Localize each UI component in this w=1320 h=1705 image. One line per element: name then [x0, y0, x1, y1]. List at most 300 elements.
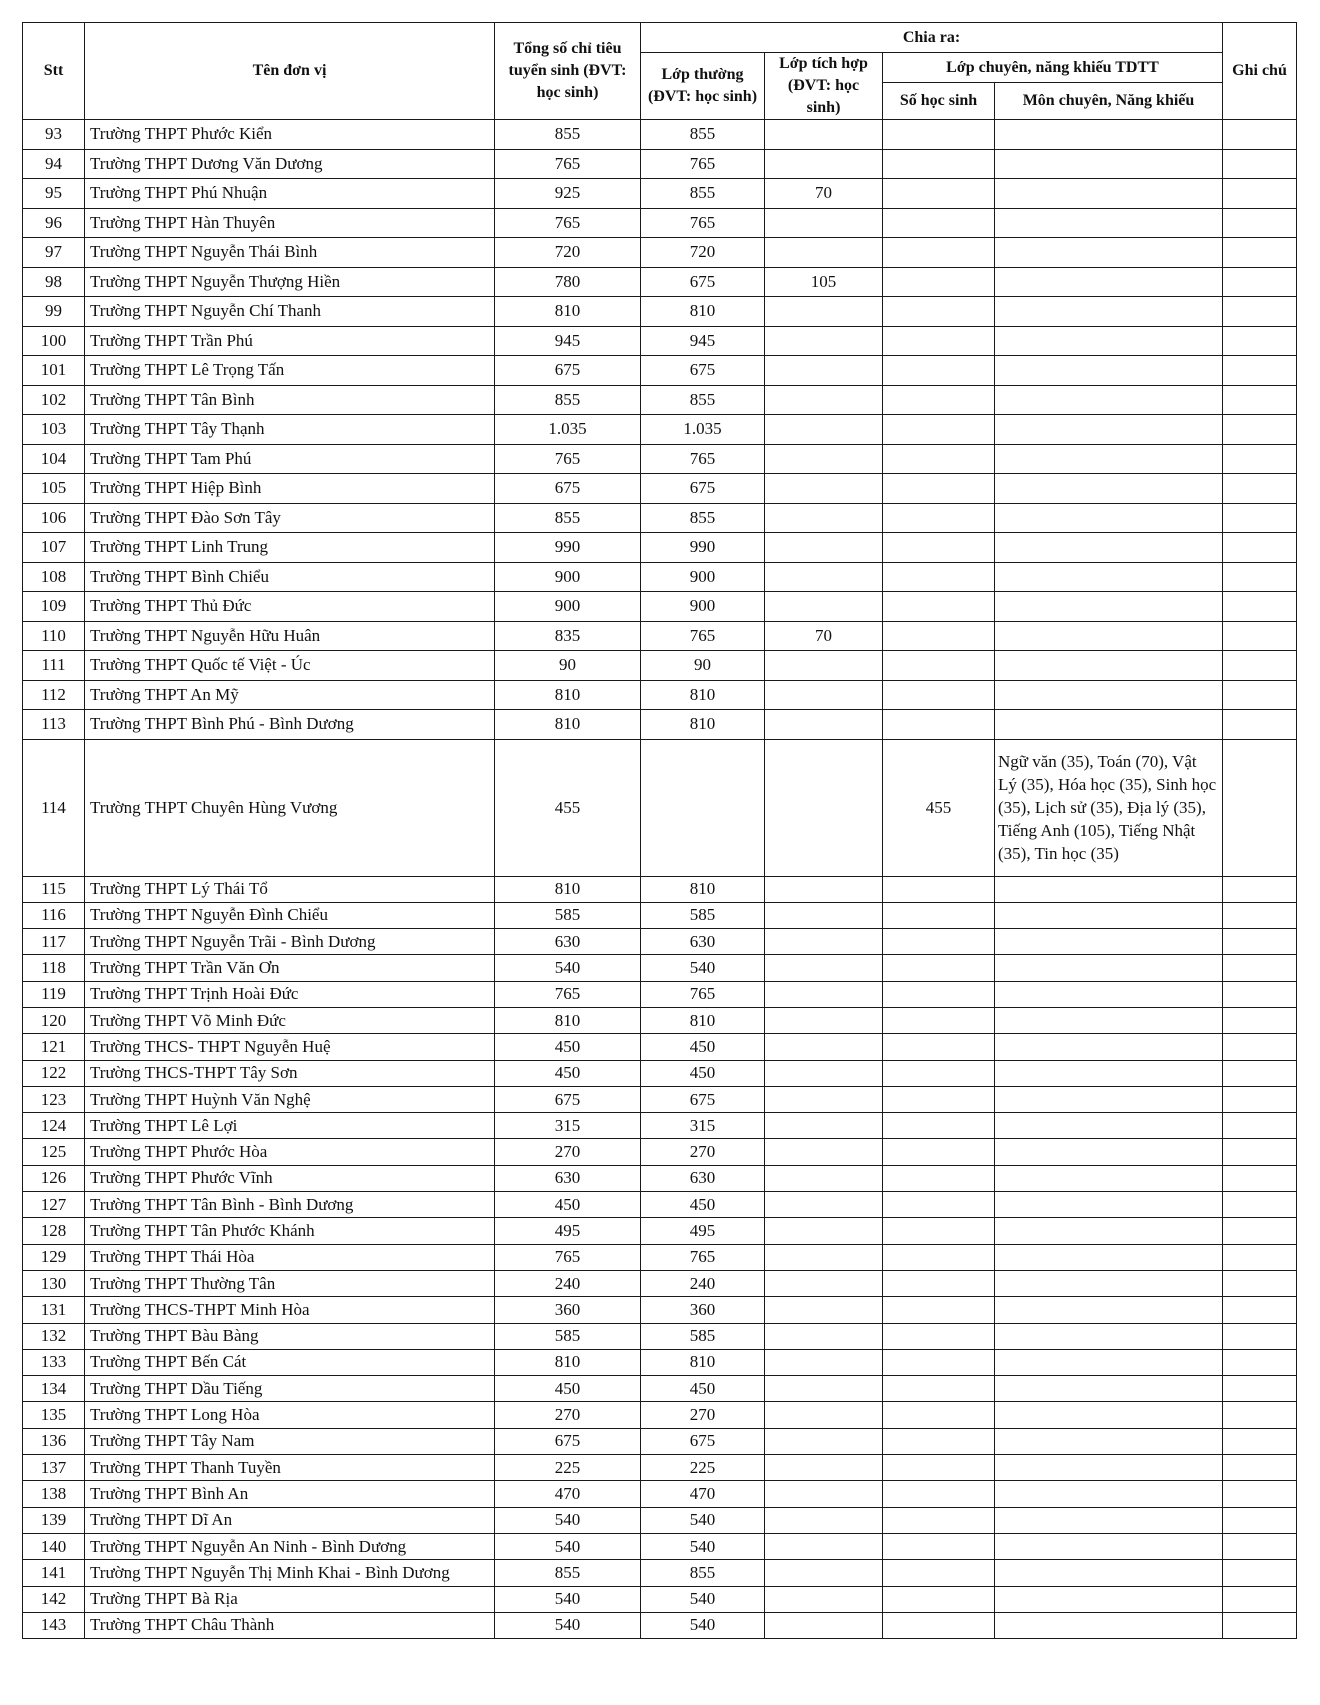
- row-unit-name: Trường THPT Bàu Bàng: [85, 1323, 495, 1349]
- row-stt: 134: [23, 1376, 85, 1402]
- row-stt: 94: [23, 149, 85, 179]
- row-gifted-students: [883, 929, 995, 955]
- row-gifted-subjects: [995, 1244, 1223, 1270]
- table-row: [23, 208, 1297, 238]
- row-total-quota: 495: [495, 1218, 641, 1244]
- row-stt: 105: [23, 474, 85, 504]
- table-row: [23, 1060, 1297, 1086]
- header-stt: Stt: [23, 23, 85, 120]
- row-stt: 137: [23, 1455, 85, 1481]
- row-stt: 118: [23, 955, 85, 981]
- row-note: [1223, 876, 1297, 902]
- row-regular-count: 900: [641, 562, 765, 592]
- row-gifted-subjects: [995, 326, 1223, 356]
- table-row: [23, 981, 1297, 1007]
- row-unit-name: Trường THPT An Mỹ: [85, 680, 495, 710]
- row-note: [1223, 1034, 1297, 1060]
- row-regular-count: 855: [641, 503, 765, 533]
- row-note: [1223, 1139, 1297, 1165]
- row-note: [1223, 902, 1297, 928]
- table-row: [23, 474, 1297, 504]
- row-regular-count: 765: [641, 1244, 765, 1270]
- row-unit-name: Trường THPT Châu Thành: [85, 1612, 495, 1638]
- row-regular-count: 765: [641, 621, 765, 651]
- row-regular-count: 720: [641, 238, 765, 268]
- row-unit-name: Trường THPT Thanh Tuyền: [85, 1455, 495, 1481]
- row-unit-name: Trường THPT Phước Vĩnh: [85, 1165, 495, 1191]
- row-gifted-subjects: [995, 1533, 1223, 1559]
- row-stt: 135: [23, 1402, 85, 1428]
- row-total-quota: 765: [495, 149, 641, 179]
- row-integrated-count: [765, 326, 883, 356]
- row-stt: 133: [23, 1349, 85, 1375]
- row-regular-count: 855: [641, 120, 765, 150]
- row-stt: 123: [23, 1086, 85, 1112]
- row-unit-name: Trường THPT Bình Phú - Bình Dương: [85, 710, 495, 740]
- row-gifted-students: [883, 981, 995, 1007]
- row-regular-count: 470: [641, 1481, 765, 1507]
- row-total-quota: 90: [495, 651, 641, 681]
- row-integrated-count: [765, 1113, 883, 1139]
- row-integrated-count: [765, 120, 883, 150]
- row-integrated-count: [765, 297, 883, 327]
- table-row: [23, 1402, 1297, 1428]
- row-total-quota: 810: [495, 297, 641, 327]
- row-total-quota: 765: [495, 444, 641, 474]
- row-stt: 99: [23, 297, 85, 327]
- enrollment-quota-table: [22, 22, 1297, 1639]
- row-integrated-count: [765, 1586, 883, 1612]
- table-row: [23, 680, 1297, 710]
- row-stt: 106: [23, 503, 85, 533]
- row-total-quota: 240: [495, 1270, 641, 1296]
- table-row: [23, 1612, 1297, 1638]
- row-note: [1223, 1007, 1297, 1033]
- row-stt: 136: [23, 1428, 85, 1454]
- table-row: [23, 929, 1297, 955]
- row-stt: 95: [23, 179, 85, 209]
- row-unit-name: Trường THPT Long Hòa: [85, 1402, 495, 1428]
- row-note: [1223, 1612, 1297, 1638]
- row-gifted-students: 455: [883, 739, 995, 876]
- row-gifted-subjects: [995, 385, 1223, 415]
- row-gifted-students: [883, 356, 995, 386]
- row-regular-count: 90: [641, 651, 765, 681]
- row-stt: 115: [23, 876, 85, 902]
- table-row: [23, 533, 1297, 563]
- row-gifted-subjects: [995, 1428, 1223, 1454]
- row-regular-count: 270: [641, 1139, 765, 1165]
- row-note: [1223, 1244, 1297, 1270]
- row-note: [1223, 680, 1297, 710]
- table-row: [23, 1349, 1297, 1375]
- row-stt: 97: [23, 238, 85, 268]
- row-integrated-count: [765, 1428, 883, 1454]
- row-gifted-students: [883, 297, 995, 327]
- row-stt: 132: [23, 1323, 85, 1349]
- row-total-quota: 810: [495, 710, 641, 740]
- header-total-quota: Tổng số chỉ tiêu tuyển sinh (ĐVT: học sinh): [495, 23, 641, 120]
- row-gifted-students: [883, 1533, 995, 1559]
- row-stt: 109: [23, 592, 85, 622]
- row-gifted-students: [883, 1086, 995, 1112]
- row-total-quota: 270: [495, 1402, 641, 1428]
- row-gifted-students: [883, 621, 995, 651]
- row-note: [1223, 1113, 1297, 1139]
- row-regular-count: 945: [641, 326, 765, 356]
- row-stt: 141: [23, 1560, 85, 1586]
- row-gifted-students: [883, 1113, 995, 1139]
- row-total-quota: 450: [495, 1192, 641, 1218]
- row-gifted-subjects: [995, 179, 1223, 209]
- row-note: [1223, 385, 1297, 415]
- row-regular-count: 540: [641, 1586, 765, 1612]
- row-unit-name: Trường THPT Dương Văn Dương: [85, 149, 495, 179]
- row-total-quota: 810: [495, 1349, 641, 1375]
- row-gifted-students: [883, 474, 995, 504]
- row-note: [1223, 651, 1297, 681]
- row-regular-count: 765: [641, 149, 765, 179]
- row-total-quota: 675: [495, 474, 641, 504]
- row-total-quota: 810: [495, 1007, 641, 1033]
- row-note: [1223, 149, 1297, 179]
- row-gifted-subjects: [995, 562, 1223, 592]
- table-row: [23, 902, 1297, 928]
- row-total-quota: 855: [495, 1560, 641, 1586]
- table-row: [23, 1034, 1297, 1060]
- row-gifted-subjects: [995, 444, 1223, 474]
- row-integrated-count: [765, 651, 883, 681]
- row-total-quota: 900: [495, 562, 641, 592]
- row-note: [1223, 1270, 1297, 1296]
- row-regular-count: 240: [641, 1270, 765, 1296]
- row-integrated-count: [765, 533, 883, 563]
- row-gifted-students: [883, 955, 995, 981]
- row-note: [1223, 1192, 1297, 1218]
- row-unit-name: Trường THCS-THPT Tây Sơn: [85, 1060, 495, 1086]
- row-regular-count: 900: [641, 592, 765, 622]
- row-total-quota: 990: [495, 533, 641, 563]
- row-stt: 124: [23, 1113, 85, 1139]
- row-gifted-students: [883, 326, 995, 356]
- row-integrated-count: [765, 680, 883, 710]
- row-stt: 117: [23, 929, 85, 955]
- row-note: [1223, 1349, 1297, 1375]
- row-regular-count: 810: [641, 680, 765, 710]
- row-gifted-students: [883, 149, 995, 179]
- row-regular-count: 855: [641, 385, 765, 415]
- row-stt: 125: [23, 1139, 85, 1165]
- row-stt: 107: [23, 533, 85, 563]
- row-gifted-students: [883, 1165, 995, 1191]
- row-stt: 130: [23, 1270, 85, 1296]
- row-regular-count: 225: [641, 1455, 765, 1481]
- row-integrated-count: [765, 710, 883, 740]
- row-gifted-students: [883, 179, 995, 209]
- table-row: [23, 444, 1297, 474]
- row-regular-count: 450: [641, 1034, 765, 1060]
- row-unit-name: Trường THPT Tân Phước Khánh: [85, 1218, 495, 1244]
- row-gifted-subjects: [995, 208, 1223, 238]
- row-stt: 96: [23, 208, 85, 238]
- row-gifted-subjects: [995, 415, 1223, 445]
- row-regular-count: 810: [641, 710, 765, 740]
- row-note: [1223, 326, 1297, 356]
- table-row: [23, 1218, 1297, 1244]
- row-unit-name: Trường THPT Phước Hòa: [85, 1139, 495, 1165]
- row-stt: 128: [23, 1218, 85, 1244]
- row-note: [1223, 1402, 1297, 1428]
- table-row: [23, 149, 1297, 179]
- row-note: [1223, 1428, 1297, 1454]
- row-gifted-students: [883, 208, 995, 238]
- row-unit-name: Trường THPT Nguyễn Thái Bình: [85, 238, 495, 268]
- row-gifted-students: [883, 1270, 995, 1296]
- row-gifted-students: [883, 533, 995, 563]
- row-unit-name: Trường THPT Nguyễn Thượng Hiền: [85, 267, 495, 297]
- row-unit-name: Trường THPT Bình An: [85, 1481, 495, 1507]
- row-stt: 122: [23, 1060, 85, 1086]
- table-row: [23, 1507, 1297, 1533]
- row-stt: 103: [23, 415, 85, 445]
- row-total-quota: 540: [495, 1612, 641, 1638]
- row-note: [1223, 955, 1297, 981]
- row-regular-count: 540: [641, 1612, 765, 1638]
- table-row: [23, 1297, 1297, 1323]
- row-note: [1223, 1165, 1297, 1191]
- row-unit-name: Trường THPT Trần Phú: [85, 326, 495, 356]
- row-unit-name: Trường THPT Hàn Thuyên: [85, 208, 495, 238]
- table-row: [23, 1323, 1297, 1349]
- table-header: [23, 23, 1297, 120]
- row-note: [1223, 356, 1297, 386]
- row-stt: 142: [23, 1586, 85, 1612]
- table-row: [23, 651, 1297, 681]
- row-unit-name: Trường THPT Tây Nam: [85, 1428, 495, 1454]
- row-stt: 101: [23, 356, 85, 386]
- row-unit-name: Trường THPT Nguyễn Chí Thanh: [85, 297, 495, 327]
- row-total-quota: 540: [495, 1533, 641, 1559]
- row-gifted-subjects: [995, 710, 1223, 740]
- row-regular-count: 855: [641, 1560, 765, 1586]
- row-gifted-students: [883, 444, 995, 474]
- row-stt: 126: [23, 1165, 85, 1191]
- row-note: [1223, 1455, 1297, 1481]
- row-unit-name: Trường THPT Dĩ An: [85, 1507, 495, 1533]
- row-gifted-students: [883, 385, 995, 415]
- row-gifted-students: [883, 1481, 995, 1507]
- row-stt: 98: [23, 267, 85, 297]
- row-note: [1223, 297, 1297, 327]
- row-gifted-students: [883, 1428, 995, 1454]
- row-unit-name: Trường THPT Chuyên Hùng Vương: [85, 739, 495, 876]
- row-integrated-count: [765, 981, 883, 1007]
- row-note: [1223, 1297, 1297, 1323]
- row-gifted-subjects: [995, 1376, 1223, 1402]
- row-stt: 102: [23, 385, 85, 415]
- row-gifted-students: [883, 1007, 995, 1033]
- row-gifted-students: [883, 680, 995, 710]
- row-total-quota: 360: [495, 1297, 641, 1323]
- row-gifted-subjects: [995, 1586, 1223, 1612]
- row-gifted-subjects: [995, 1218, 1223, 1244]
- row-note: [1223, 415, 1297, 445]
- row-gifted-students: [883, 1376, 995, 1402]
- row-regular-count: 540: [641, 1507, 765, 1533]
- table-row: [23, 592, 1297, 622]
- row-regular-count: 675: [641, 474, 765, 504]
- row-integrated-count: [765, 1297, 883, 1323]
- row-total-quota: 835: [495, 621, 641, 651]
- row-total-quota: 450: [495, 1060, 641, 1086]
- row-stt: 131: [23, 1297, 85, 1323]
- row-integrated-count: [765, 955, 883, 981]
- row-total-quota: 630: [495, 929, 641, 955]
- row-gifted-students: [883, 1323, 995, 1349]
- row-unit-name: Trường THPT Hiệp Bình: [85, 474, 495, 504]
- row-regular-count: 810: [641, 1007, 765, 1033]
- row-total-quota: 900: [495, 592, 641, 622]
- row-stt: 129: [23, 1244, 85, 1270]
- row-note: [1223, 929, 1297, 955]
- row-gifted-subjects: Ngữ văn (35), Toán (70), Vật Lý (35), Hóa học (35), Sinh học (35), Lịch sử (35), Địa lý (35), Tiếng Anh (105), Tiếng Nhật (35), Tin học (35): [995, 739, 1223, 876]
- row-gifted-students: [883, 415, 995, 445]
- row-unit-name: Trường THPT Thái Hòa: [85, 1244, 495, 1270]
- row-gifted-subjects: [995, 1034, 1223, 1060]
- row-integrated-count: [765, 1481, 883, 1507]
- row-note: [1223, 981, 1297, 1007]
- row-stt: 104: [23, 444, 85, 474]
- header-split: Chia ra:: [641, 23, 1223, 53]
- row-gifted-students: [883, 267, 995, 297]
- row-integrated-count: [765, 1560, 883, 1586]
- row-regular-count: 270: [641, 1402, 765, 1428]
- row-gifted-students: [883, 1507, 995, 1533]
- row-gifted-students: [883, 1349, 995, 1375]
- header-integrated-class: Lớp tích hợp (ĐVT: học sinh): [765, 53, 883, 120]
- table-row: [23, 1586, 1297, 1612]
- row-stt: 138: [23, 1481, 85, 1507]
- row-unit-name: Trường THPT Thủ Đức: [85, 592, 495, 622]
- row-regular-count: 810: [641, 876, 765, 902]
- row-regular-count: 675: [641, 1428, 765, 1454]
- row-note: [1223, 120, 1297, 150]
- table-row: [23, 1007, 1297, 1033]
- row-gifted-subjects: [995, 356, 1223, 386]
- row-stt: 140: [23, 1533, 85, 1559]
- row-integrated-count: [765, 1165, 883, 1191]
- row-integrated-count: 70: [765, 179, 883, 209]
- row-gifted-subjects: [995, 503, 1223, 533]
- row-stt: 143: [23, 1612, 85, 1638]
- row-integrated-count: [765, 1034, 883, 1060]
- table-row: [23, 415, 1297, 445]
- row-gifted-subjects: [995, 1139, 1223, 1165]
- row-note: [1223, 1507, 1297, 1533]
- row-total-quota: 540: [495, 1507, 641, 1533]
- row-note: [1223, 503, 1297, 533]
- row-regular-count: 675: [641, 1086, 765, 1112]
- row-regular-count: 540: [641, 1533, 765, 1559]
- row-stt: 121: [23, 1034, 85, 1060]
- header-regular-class: Lớp thường (ĐVT: học sinh): [641, 53, 765, 120]
- row-regular-count: 450: [641, 1192, 765, 1218]
- row-gifted-subjects: [995, 902, 1223, 928]
- row-regular-count: 540: [641, 955, 765, 981]
- row-stt: 108: [23, 562, 85, 592]
- row-regular-count: 585: [641, 1323, 765, 1349]
- row-stt: 100: [23, 326, 85, 356]
- row-total-quota: 780: [495, 267, 641, 297]
- row-unit-name: Trường THPT Đào Sơn Tây: [85, 503, 495, 533]
- row-regular-count: [641, 739, 765, 876]
- row-gifted-subjects: [995, 981, 1223, 1007]
- row-unit-name: Trường THPT Trịnh Hoài Đức: [85, 981, 495, 1007]
- row-total-quota: 765: [495, 981, 641, 1007]
- row-stt: 127: [23, 1192, 85, 1218]
- row-regular-count: 810: [641, 1349, 765, 1375]
- row-integrated-count: 105: [765, 267, 883, 297]
- row-integrated-count: [765, 1060, 883, 1086]
- row-stt: 120: [23, 1007, 85, 1033]
- row-gifted-subjects: [995, 297, 1223, 327]
- row-unit-name: Trường THPT Nguyễn Hữu Huân: [85, 621, 495, 651]
- row-total-quota: 455: [495, 739, 641, 876]
- row-gifted-students: [883, 1060, 995, 1086]
- row-unit-name: Trường THPT Quốc tế Việt - Úc: [85, 651, 495, 681]
- row-gifted-students: [883, 592, 995, 622]
- row-stt: 139: [23, 1507, 85, 1533]
- row-regular-count: 855: [641, 179, 765, 209]
- row-stt: 110: [23, 621, 85, 651]
- row-note: [1223, 533, 1297, 563]
- row-note: [1223, 739, 1297, 876]
- row-integrated-count: [765, 1192, 883, 1218]
- row-unit-name: Trường THCS-THPT Minh Hòa: [85, 1297, 495, 1323]
- row-total-quota: 720: [495, 238, 641, 268]
- row-integrated-count: [765, 1376, 883, 1402]
- table-row: [23, 1139, 1297, 1165]
- row-note: [1223, 1481, 1297, 1507]
- table-row: [23, 267, 1297, 297]
- row-integrated-count: [765, 503, 883, 533]
- row-integrated-count: [765, 1402, 883, 1428]
- row-regular-count: 630: [641, 1165, 765, 1191]
- row-unit-name: Trường THPT Lê Lợi: [85, 1113, 495, 1139]
- row-total-quota: 585: [495, 1323, 641, 1349]
- table-row: [23, 1560, 1297, 1586]
- table-row: [23, 1165, 1297, 1191]
- row-gifted-subjects: [995, 1323, 1223, 1349]
- row-note: [1223, 592, 1297, 622]
- row-total-quota: 450: [495, 1034, 641, 1060]
- row-total-quota: 450: [495, 1376, 641, 1402]
- row-unit-name: Trường THPT Bà Rịa: [85, 1586, 495, 1612]
- row-gifted-students: [883, 876, 995, 902]
- row-integrated-count: [765, 208, 883, 238]
- row-total-quota: 675: [495, 1428, 641, 1454]
- row-integrated-count: [765, 929, 883, 955]
- row-gifted-subjects: [995, 955, 1223, 981]
- row-note: [1223, 1218, 1297, 1244]
- row-regular-count: 810: [641, 297, 765, 327]
- row-gifted-subjects: [995, 533, 1223, 563]
- row-stt: 114: [23, 739, 85, 876]
- row-note: [1223, 474, 1297, 504]
- table-row: [23, 1192, 1297, 1218]
- row-integrated-count: [765, 356, 883, 386]
- table-row: [23, 1428, 1297, 1454]
